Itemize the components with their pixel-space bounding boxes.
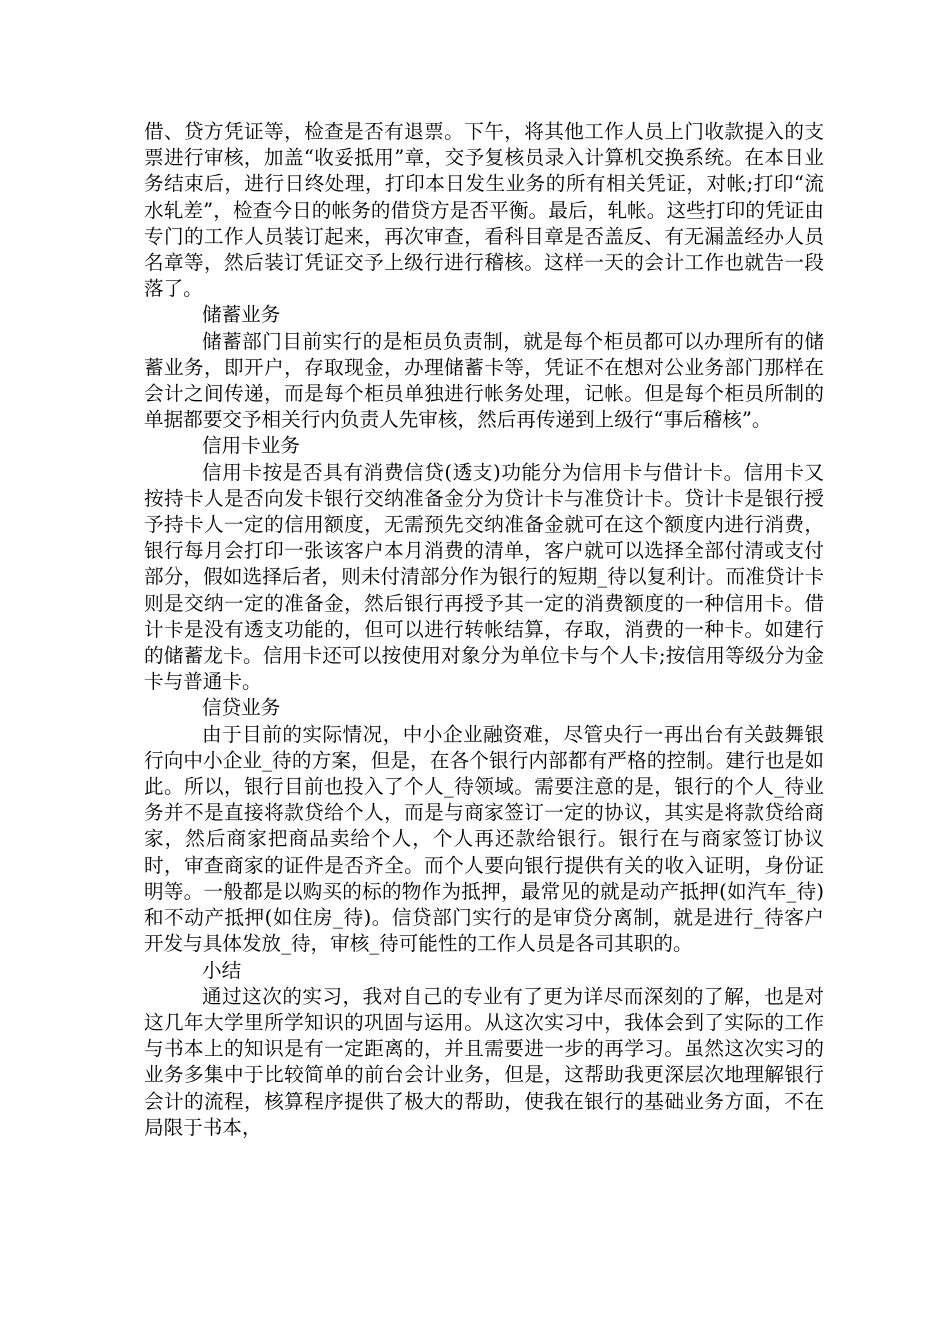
body-paragraph-credit-card: 信用卡按是否具有消费信贷(透支)功能分为信用卡与借计卡。信用卡又按持卡人是否向发卡银行交纳准备金分为贷计卡与准贷计卡。贷计卡是银行授予持卡人一定的信用额度，无需预先交纳准备金就可在这个额度内进行消费，银行每月会打印一张该客户本月消费的清单，客户就可以选择全部付清或支付部分，假如选择后者，则未付清部分作为银行的短期_待以复利计。而准贷计卡则是交纳一定的准备金，然后银行再授予其一定的消费额度的一种信用卡。借计卡是没有透支功能的，但可以进行转帐结算，存取，消费的一种卡。如建行的储蓄龙卡。信用卡还可以按使用对象分为单位卡与个人卡;按信用等级分为金卡与普通卡。 xyxy=(144,460,824,694)
body-paragraph-savings: 储蓄部门目前实行的是柜员负责制，就是每个柜员都可以办理所有的储蓄业务，即开户，存取现金，办理储蓄卡等，凭证不在想对公业务部门那样在会计之间传递，而是每个柜员单独进行帐务处理，记帐。但是每个柜员所制的单据都要交予相关行内负责人先审核，然后再传递到上级行“事后稽核”。 xyxy=(144,329,824,432)
section-heading-credit-card: 信用卡业务 xyxy=(202,434,300,458)
body-paragraph-summary: 通过这次的实习，我对自己的专业有了更为详尽而深刻的了解，也是对这几年大学里所学知识的巩固与运用。从这次实习中，我体会到了实际的工作与书本上的知识是有一定距离的，并且需要进一步的再学习。虽然这次实习的业务多集中于比较简单的前台会计业务，但是，这帮助我更深层次地理解银行会计的流程，核算程序提供了极大的帮助，使我在银行的基础业务方面，不在局限于书本， xyxy=(144,984,824,1139)
body-paragraph-accounting-continued: 借、贷方凭证等，检查是否有退票。下午，将其他工作人员上门收款提入的支票进行审核，加盖“收妥抵用”章，交予复核员录入计算机交换系统。在本日业务结束后，进行日终处理，打印本日发生业务的所有相关凭证，对帐;打印“流水轧差”，检查今日的帐务的借贷方是否平衡。最后，轧帐。这些打印的凭证由专门的工作人员装订起来，再次审查，看科目章是否盖反、有无漏盖经办人员名章等，然后装订凭证交予上级行进行稽核。这样一天的会计工作也就告一段落了。 xyxy=(144,120,824,301)
document-page xyxy=(144,119,824,1141)
section-heading-loans: 信贷业务 xyxy=(202,696,281,720)
section-heading-savings: 储蓄业务 xyxy=(202,303,281,327)
section-heading-summary: 小结 xyxy=(202,958,242,982)
body-paragraph-loans: 由于目前的实际情况，中小企业融资难，尽管央行一再出台有关鼓舞银行向中小企业_待的方案，但是，在各个银行内部都有严格的控制。建行也是如此。所以，银行目前也投入了个人_待领域。需要注意的是，银行的个人_待业务并不是直接将款贷给个人，而是与商家签订一定的协议，其实是将款贷给商家，然后商家把商品卖给个人，个人再还款给银行。银行在与商家签订协议时，审查商家的证件是否齐全。而个人要向银行提供有关的收入证明，身份证明等。一般都是以购买的标的物作为抵押，最常见的就是动产抵押(如汽车_待)和不动产抵押(如住房_待)。信贷部门实行的是审贷分离制，就是进行_待客户开发与具体发放_待，审核_待可能性的工作人员是各司其职的。 xyxy=(144,722,824,956)
